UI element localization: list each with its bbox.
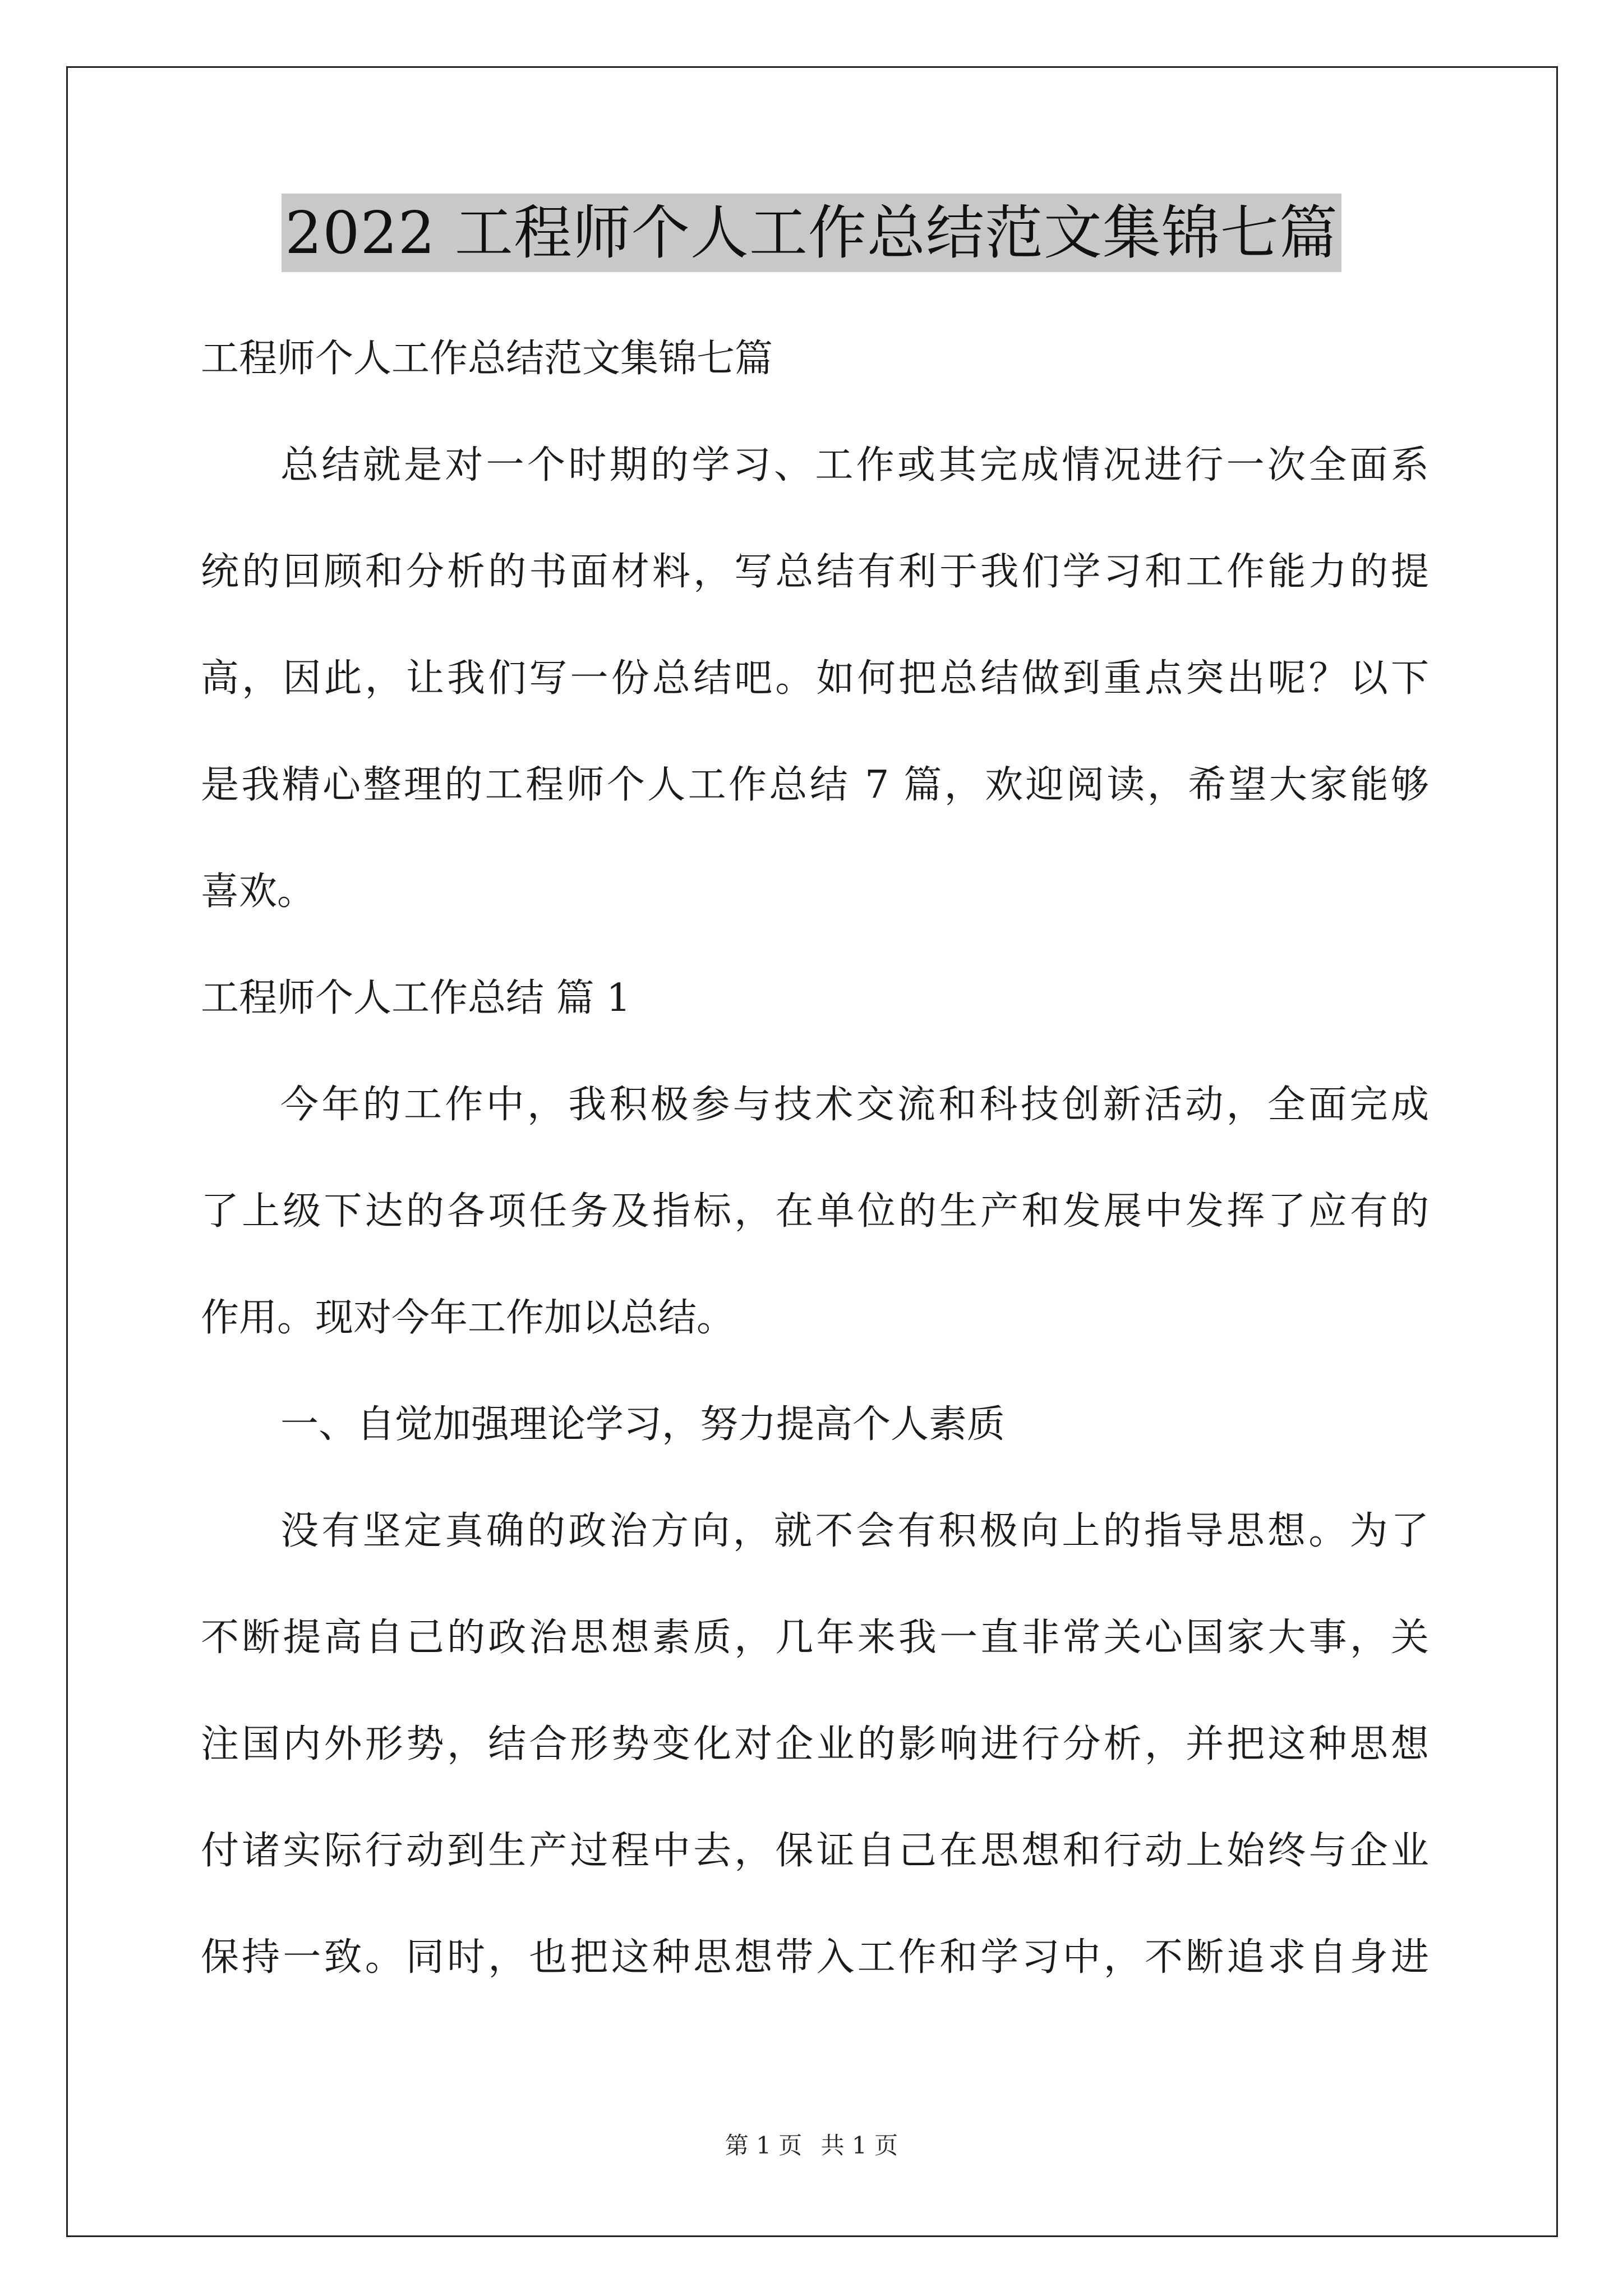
body-line: 了上级下达的各项任务及指标，在单位的生产和发展中发挥了应有的 (201, 1189, 1429, 1234)
page-number: 第 1 页 (725, 2132, 803, 2159)
body-line: 工程师个人工作总结范文集锦七篇 (201, 337, 773, 381)
section-heading: 工程师个人工作总结 篇 1 (201, 976, 631, 1020)
title-container (0, 194, 1623, 272)
body-line: 作用。现对今年工作加以总结。 (201, 1296, 735, 1340)
body-line: 注国内外形势，结合形势变化对企业的影响进行分析，并把这种思想 (201, 1722, 1429, 1766)
body-line: 保持一致。同时，也把这种思想带入工作和学习中，不断追求自身进 (201, 1935, 1429, 1980)
body-line: 今年的工作中，我积极参与技术交流和科技创新活动，全面完成 (280, 1083, 1429, 1127)
body-line: 没有坚定真确的政治方向，就不会有积极向上的指导思想。为了 (280, 1509, 1429, 1553)
subsection-heading: 一、自觉加强理论学习，努力提高个人素质 (280, 1402, 1006, 1447)
document-body (201, 306, 1429, 2011)
page-footer (0, 2129, 1623, 2162)
document-title: 2022 工程师个人工作总结范文集锦七篇 (282, 194, 1341, 272)
body-line: 是我精心整理的工程师个人工作总结 7 篇，欢迎阅读，希望大家能够 (201, 763, 1429, 807)
body-line: 付诸实际行动到生产过程中去，保证自己在思想和行动上始终与企业 (201, 1829, 1429, 1873)
body-line: 高，因此，让我们写一份总结吧。如何把总结做到重点突出呢？以下 (201, 656, 1429, 701)
page-total: 共 1 页 (820, 2132, 898, 2159)
body-line: 不断提高自己的政治思想素质，几年来我一直非常关心国家大事，关 (201, 1616, 1429, 1660)
body-line: 总结就是对一个时期的学习、工作或其完成情况进行一次全面系 (280, 443, 1429, 487)
body-line: 喜欢。 (201, 869, 316, 914)
body-line: 统的回顾和分析的书面材料，写总结有利于我们学习和工作能力的提 (201, 550, 1429, 594)
